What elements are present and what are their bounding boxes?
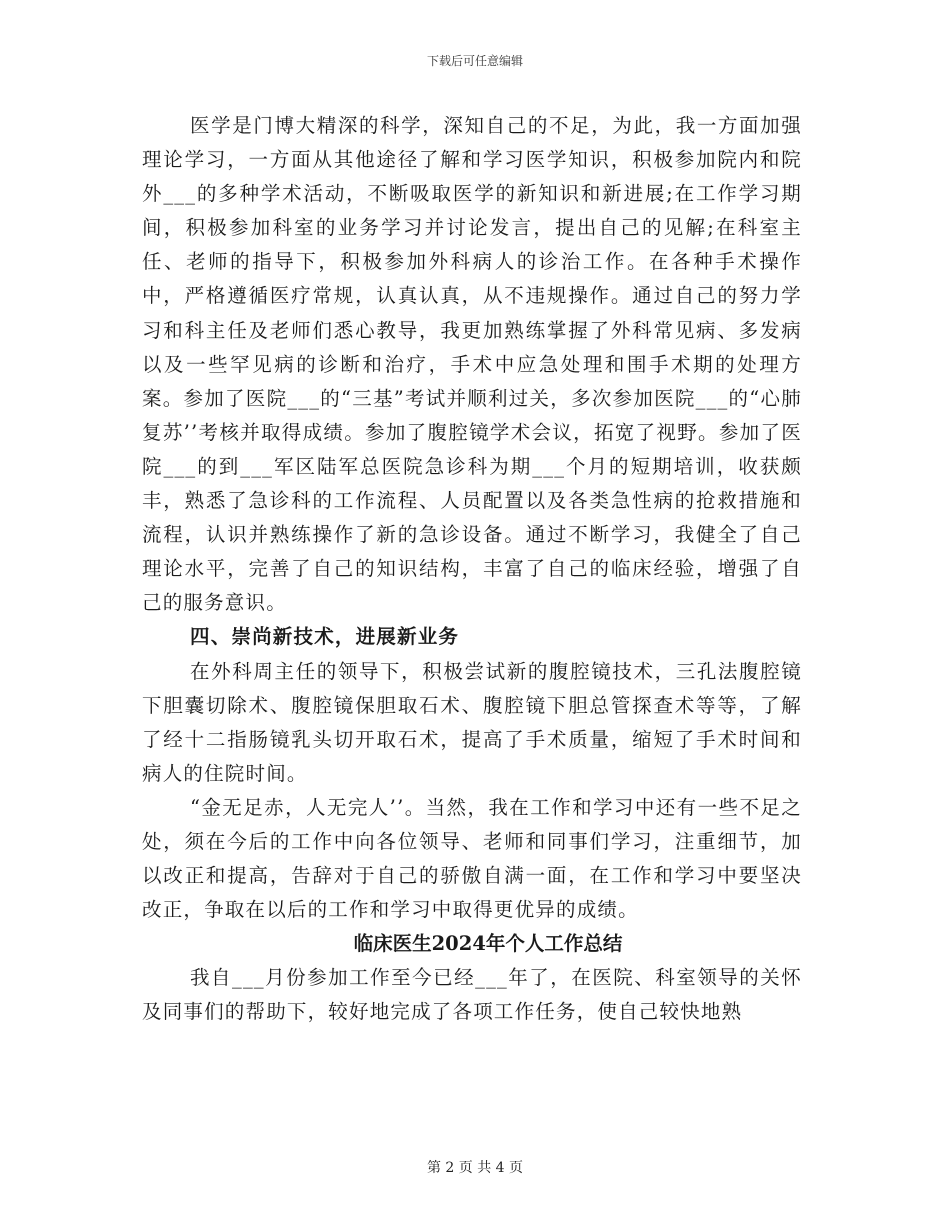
document-title: 临床医生2024年个人工作总结	[353, 932, 623, 956]
paragraph-shortcomings: “金无足赤，人无完人’’。当然，我在工作和学习中还有一些不足之处，须在今后的工作中向各位领导、老师和同事们学习，注重细节，加以改正和提高，告辞对于自己的骄傲自满一面，在工作和学习中要坚决改正，争取在以后的工作和学习中取得更优异的成绩。	[142, 795, 802, 922]
section-heading-new-technology: 四、崇尚新技术，进展新业务	[190, 625, 460, 649]
paragraph-new-technology: 在外科周主任的领导下，积极尝试新的腹腔镜技术，三孔法腹腔镜下胆囊切除术、腹腔镜保胆取石术、腹腔镜下胆总管探查术等等，了解了经十二指肠镜乳头切开取石术，提高了手术质量，缩短了手术时间和病人的住院时间。	[142, 659, 802, 785]
paragraph-study: 医学是门博大精深的科学，深知自己的不足，为此，我一方面加强理论学习，一方面从其他途径了解和学习医学知识，积极参加院内和院外___的多种学术活动，不断吸取医学的新知识和新进展;在工作学习期间，积极参加科室的业务学习并讨论发言，提出自己的见解;在科室主任、老师的指导下，积极参加外科病人的诊治工作。在各种手术操作中，严格遵循医疗常规，认真认真，从不违规操作。通过自己的努力学习和科主任及老师们悉心教导，我更加熟练掌握了外科常见病、多发病以及一些罕见病的诊断和治疗，手术中应急处理和围手术期的处理方案。参加了医院___的“三基”考试并顺利过关，多次参加医院___的“心肺复苏’’考核并取得成绩。参加了腹腔镜学术会议，拓宽了视野。参加了医院___的到___军区陆军总医院急诊科为期___个月的短期培训，收获颇丰，熟悉了急诊科的工作流程、人员配置以及各类急性病的抢救措施和流程，认识并熟练操作了新的急诊设备。通过不断学习，我健全了自己理论水平，完善了自己的知识结构，丰富了自己的临床经验，增强了自己的服务意识。	[142, 114, 802, 615]
paragraph-intro: 我自___月份参加工作至今已经___年了，在医院、科室领导的关怀及同事们的帮助下，较好地完成了各项工作任务，使自己较快地熟	[142, 966, 802, 1024]
document-body	[142, 109, 802, 1030]
page-header: 下载后可任意编辑	[426, 54, 523, 68]
page-footer: 第 2 页 共 4 页	[426, 1160, 524, 1176]
